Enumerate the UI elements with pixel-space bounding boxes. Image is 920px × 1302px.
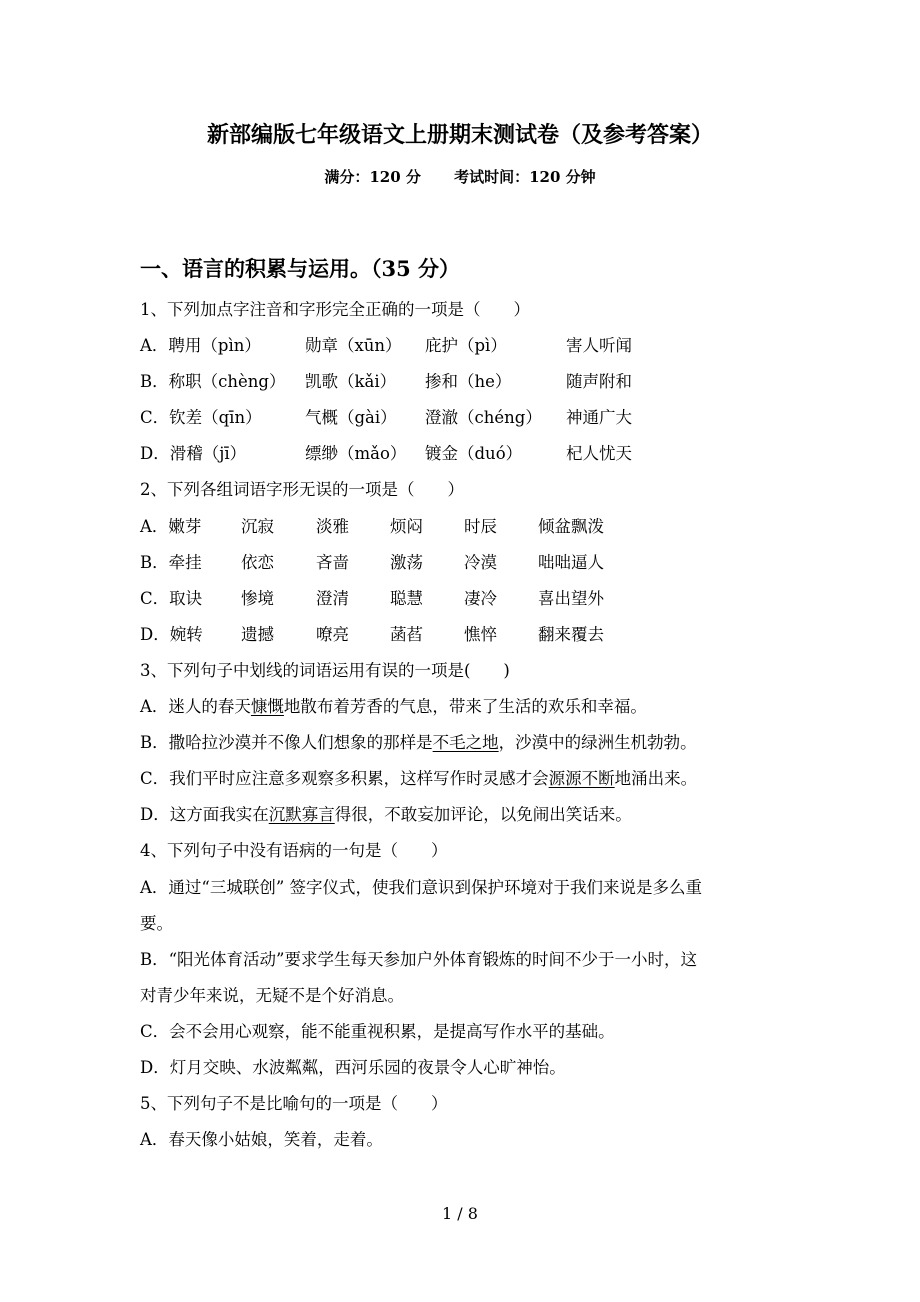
option-cell: 吝啬 <box>316 552 349 572</box>
option-cell: 沉寂 <box>241 516 274 536</box>
underlined-phrase: 不毛之地 <box>432 733 499 753</box>
option-cell: 气概（gài） <box>305 408 397 428</box>
option-text: 地散布着芳香的气息，带来了生活的欢乐和幸福。 <box>283 697 647 717</box>
option-text: 要。 <box>140 913 173 933</box>
option-text: 对青少年来说，无疑不是个好消息。 <box>140 985 404 1005</box>
option-text: C．我们平时应注意多观察多积累，这样写作时灵感才会 <box>140 769 549 789</box>
option-text: B．“阳光体育活动”要求学生每天参加户外体育锻炼的时间不少于一小时，这 <box>140 949 697 969</box>
option-row <box>140 364 800 400</box>
option-line <box>140 906 800 942</box>
question-2-stem: 2、下列各组词语字形无误的一项是（ ） <box>140 480 464 500</box>
option-cell: D．婉转 <box>140 624 203 644</box>
question-1-stem: 1、下列加点字注音和字形完全正确的一项是（ ） <box>140 300 530 319</box>
option-cell: 淡雅 <box>316 516 349 536</box>
question-stem <box>140 653 800 689</box>
option-cell: 咄咄逼人 <box>538 552 604 572</box>
option-cell: 害人听闻 <box>566 336 632 356</box>
full-score: 满分：120 分 <box>324 168 421 186</box>
page-number: 1 / 8 <box>442 1204 478 1223</box>
exam-time: 考试时间：120 分钟 <box>454 168 596 186</box>
option-row <box>140 509 800 545</box>
option-row <box>140 581 800 617</box>
document-title: 新部编版七年级语文上册期末测试卷（及参考答案） <box>206 122 713 148</box>
option-text: B．撒哈拉沙漠并不像人们想象的那样是 <box>140 733 433 753</box>
option-cell: 勋章（xūn） <box>305 336 402 356</box>
option-line <box>140 1050 800 1086</box>
option-cell: D．滑稽（jī） <box>140 444 247 464</box>
question-stem <box>140 1086 800 1122</box>
question-stem <box>140 292 800 328</box>
option-cell: C．钦差（qīn） <box>140 408 262 428</box>
option-line <box>140 1014 800 1050</box>
option-line <box>140 942 800 978</box>
option-cell: 凄冷 <box>464 588 497 608</box>
underlined-phrase: 源源不断 <box>548 769 615 789</box>
option-row <box>140 400 800 436</box>
questions <box>140 292 800 1158</box>
option-row <box>140 761 800 797</box>
option-cell: 憔悴 <box>464 624 497 644</box>
option-cell: 澄清 <box>316 588 349 608</box>
option-cell: 嘹亮 <box>316 624 349 644</box>
option-cell: 杞人忧天 <box>566 444 632 464</box>
option-cell: 凯歌（kǎi） <box>305 372 397 392</box>
option-text: D．这方面我实在 <box>140 805 269 825</box>
option-cell: B．牵挂 <box>140 552 202 572</box>
option-cell: 激荡 <box>390 552 423 572</box>
option-cell: B．称职（chèng） <box>140 372 286 392</box>
option-cell: 聪慧 <box>390 588 423 608</box>
option-cell: 喜出望外 <box>538 588 604 608</box>
option-row <box>140 328 800 364</box>
option-cell: 神通广大 <box>566 408 632 428</box>
option-cell: 澄澈（chéng） <box>425 408 542 428</box>
option-line <box>140 1122 800 1158</box>
option-cell: 冷漠 <box>464 552 497 572</box>
option-cell: 掺和（he） <box>425 372 512 392</box>
option-line <box>140 870 800 906</box>
option-text: A．迷人的春天 <box>140 697 251 717</box>
option-cell: 遗撼 <box>241 624 274 644</box>
question-5-stem: 5、下列句子不是比喻句的一项是（ ） <box>140 1094 448 1114</box>
option-cell: 时辰 <box>464 516 497 536</box>
option-text: ，沙漠中的绿洲生机勃勃。 <box>498 733 697 753</box>
option-cell: 庇护（pì） <box>425 336 507 356</box>
option-text: A．春天像小姑娘，笑着，走着。 <box>140 1130 383 1150</box>
option-cell: 惨境 <box>241 588 274 608</box>
option-cell: 烦闷 <box>390 516 423 536</box>
option-cell: 菡萏 <box>390 624 423 644</box>
option-cell: A．嫩芽 <box>140 516 202 536</box>
option-text: 得很，不敢妄加评论，以免闹出笑话来。 <box>334 805 632 825</box>
option-cell: 镀金（duó） <box>425 444 523 464</box>
option-text: C．会不会用心观察，能不能重视积累，是提高写作水平的基础。 <box>140 1021 615 1041</box>
option-row <box>140 545 800 581</box>
underlined-phrase: 慷慨 <box>250 697 284 717</box>
option-row <box>140 617 800 653</box>
option-cell: 依恋 <box>241 552 274 572</box>
option-cell: 随声附和 <box>566 372 632 392</box>
option-row <box>140 689 800 725</box>
option-cell: C．取诀 <box>140 588 203 608</box>
option-text: 地涌出来。 <box>614 769 698 789</box>
option-cell: 翻来覆去 <box>538 624 604 644</box>
section-heading: 一、语言的积累与运用。（35 分） <box>140 256 461 281</box>
option-cell: 缥缈（mǎo） <box>305 444 407 464</box>
option-row <box>140 797 800 833</box>
option-row <box>140 436 800 472</box>
question-4-stem: 4、下列句子中没有语病的一句是（ ） <box>140 841 448 861</box>
option-text: D．灯月交映、水波粼粼，西河乐园的夜景令人心旷神怡。 <box>140 1057 566 1077</box>
question-stem <box>140 833 800 869</box>
option-row <box>140 725 800 761</box>
question-stem <box>140 472 800 508</box>
question-3-stem: 3、下列句子中划线的词语运用有误的一项是( ) <box>140 660 510 680</box>
underlined-phrase: 沉默寡言 <box>268 805 335 825</box>
option-line <box>140 978 800 1014</box>
option-text: A．通过“三城联创” 签字仪式，使我们意识到保护环境对于我们来说是多么重 <box>140 877 703 897</box>
exam-info <box>0 166 920 187</box>
option-cell: 倾盆飘泼 <box>538 516 604 536</box>
option-cell: A．聘用（pìn） <box>140 336 261 356</box>
